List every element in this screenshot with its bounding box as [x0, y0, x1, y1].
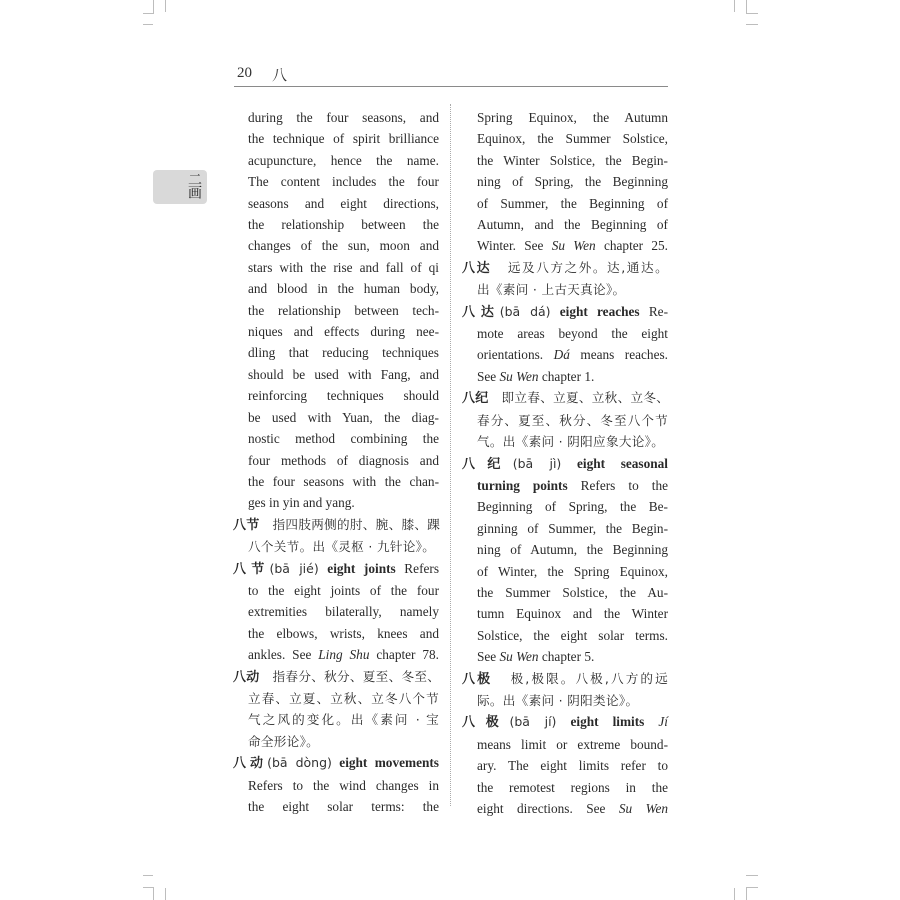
- crop-mark-bl-v2: [165, 888, 166, 900]
- pinyin: (bā jié): [269, 560, 319, 576]
- source-reference: Ling Shu: [318, 647, 370, 663]
- text-line: ning of Spring, the Beginning: [477, 174, 668, 190]
- definition-text: 气。出《素问 · 阴阳应象大论》。: [477, 434, 665, 450]
- dictionary-entry-zh: [233, 514, 439, 558]
- source-reference: Su Wen: [499, 368, 539, 384]
- dictionary-entry-en: [233, 558, 439, 666]
- pinyin: (bā jí): [509, 714, 557, 730]
- definition-text: Refers to the wind changes in: [248, 777, 439, 793]
- definition-text: tumn Equinox and the Winter: [477, 606, 668, 622]
- crop-mark-tl-v2: [165, 0, 166, 12]
- dictionary-entry-en: [462, 711, 668, 819]
- crop-mark-tr-h: [746, 13, 758, 14]
- definition-text: 即立春、立夏、立秋、立冬、: [501, 390, 670, 406]
- dictionary-entry-en: [462, 453, 668, 668]
- definition-text: [477, 798, 668, 819]
- entry-first-line: [462, 453, 668, 475]
- entry-first-line: [462, 387, 670, 409]
- headword: 八动: [233, 669, 260, 685]
- english-term: eight joints: [327, 560, 396, 576]
- source-reference: Su Wen: [499, 649, 539, 665]
- text: chapter 78.: [369, 647, 439, 663]
- text: See: [477, 649, 500, 665]
- entry-first-line: [233, 752, 439, 774]
- definition-text: Re-: [648, 303, 669, 319]
- definition-text: 春分、夏至、秋分、冬至八个节: [477, 412, 668, 428]
- text-line: and blood in the human body,: [248, 281, 439, 297]
- crop-mark-br-h: [746, 887, 758, 888]
- headword: 八纪: [462, 391, 489, 407]
- text-line: should be used with Fang, and: [248, 366, 439, 382]
- definition-text: ginning of Summer, the Begin-: [477, 520, 668, 536]
- definition-text: 际。出《素问 · 阴阳类论》。: [477, 692, 639, 708]
- crop-mark-bl-v: [153, 887, 154, 900]
- headword: 八达: [462, 260, 492, 276]
- column-divider: [450, 104, 451, 806]
- dictionary-entry-zh: [462, 668, 668, 712]
- section-character: 八: [272, 66, 288, 84]
- text: chapter 5.: [538, 649, 595, 665]
- text-line: the four seasons with the chan-: [248, 473, 439, 489]
- right-column: [462, 107, 668, 819]
- crop-mark-tl-h: [143, 13, 153, 14]
- english-term: eight seasonal: [576, 455, 668, 471]
- definition-text: the eight solar terms: the: [248, 799, 439, 814]
- stroke-count-thumb-tab: [153, 170, 207, 204]
- text-line: acupuncture, hence the name.: [248, 152, 439, 168]
- crop-mark-tl-h2: [143, 24, 153, 25]
- definition-text: [477, 646, 668, 667]
- definition-text: 气之风的变化。出《素问 · 宝: [248, 712, 439, 728]
- text-line: The content includes the four: [248, 174, 439, 190]
- entry-first-line: [233, 666, 441, 688]
- definition-text: 命全形论》。: [248, 733, 320, 749]
- definition-text: 指四肢两侧的肘、腕、膝、踝: [272, 516, 441, 532]
- definition-text: to the eight joints of the four: [248, 582, 439, 598]
- dictionary-entry-zh: [233, 666, 439, 753]
- crop-mark-tr-v2: [746, 0, 747, 14]
- source-reference: Su Wen: [618, 801, 668, 816]
- text-line: reinforcing techniques should: [248, 388, 439, 404]
- text: Winter. See: [477, 238, 552, 254]
- headword: 八达: [462, 304, 500, 320]
- pinyin-term: Dá: [553, 347, 570, 363]
- text-line: during the four seasons, and: [248, 110, 439, 125]
- definition-text: 远及八方之外。达,通达。: [507, 259, 669, 275]
- headword: 八节: [233, 561, 270, 577]
- text: Refers to the: [580, 477, 668, 493]
- text-line: [477, 235, 668, 256]
- text-line: the relationship between the: [248, 217, 439, 233]
- text-line: the relationship between tech-: [248, 302, 439, 318]
- headword: 八动: [233, 756, 268, 772]
- text: eight directions. See: [477, 801, 619, 816]
- headword: 八节: [233, 517, 260, 533]
- text: means reaches.: [569, 347, 668, 363]
- entry-first-line: [462, 711, 668, 733]
- definition-text: of Winter, the Spring Equinox,: [477, 563, 668, 579]
- text-line: Autumn, and the Beginning of: [477, 217, 668, 233]
- definition-text: 极,极限。八极,八方的远: [510, 670, 668, 686]
- pinyin: (bā jì): [512, 455, 562, 471]
- text-line: ges in yin and yang.: [248, 495, 355, 511]
- entry-first-line: [462, 301, 669, 323]
- text: chapter 1.: [538, 368, 595, 384]
- thumb-tab-label: 二画: [186, 172, 202, 198]
- definition-text: 指春分、秋分、夏至、冬至、: [272, 668, 441, 684]
- text-line: be used with Yuan, the diag-: [248, 409, 439, 425]
- crop-mark-bl-h2: [143, 875, 153, 876]
- dictionary-entry-zh: [462, 387, 668, 452]
- definition-text: [477, 366, 668, 387]
- dictionary-entry-en: [462, 301, 668, 388]
- definition-text: 出《素问 · 上古天真论》。: [477, 282, 626, 298]
- text: chapter 25.: [595, 238, 668, 254]
- headword: 八极: [462, 671, 493, 687]
- crop-mark-br-h2: [746, 875, 758, 876]
- definition-text: means limit or extreme bound-: [477, 736, 668, 752]
- text: ankles. See: [248, 647, 319, 663]
- text-line: nostic method combining the: [248, 431, 439, 447]
- continuation-text: [233, 107, 439, 514]
- text-line: niques and effects during nee-: [248, 324, 439, 340]
- pinyin: (bā dòng): [267, 755, 332, 771]
- text-line: changes of the sun, moon and: [248, 238, 439, 254]
- crop-mark-tl-v: [153, 0, 154, 14]
- text-line: stars with the rise and fall of qi: [248, 259, 439, 275]
- text-line: the technique of spirit brilliance: [248, 131, 439, 147]
- definition-text: Solstice, the eight solar terms.: [477, 627, 668, 643]
- pinyin: (bā dá): [499, 303, 551, 319]
- crop-mark-br-v2: [734, 888, 735, 900]
- text-line: of Summer, the Beginning of: [477, 195, 668, 211]
- definition-text: the elbows, wrists, knees and: [248, 625, 439, 641]
- english-term: eight movements: [339, 755, 439, 771]
- definition-text: Refers: [404, 560, 439, 576]
- left-column: [233, 107, 439, 817]
- text-line: seasons and eight directions,: [248, 195, 439, 211]
- definition-text: mote areas beyond the eight: [477, 326, 668, 342]
- crop-mark-bl-h: [143, 887, 153, 888]
- text: orientations.: [477, 347, 554, 363]
- definition-text: 立春、立夏、立秋、立冬八个节: [248, 690, 439, 706]
- dictionary-entry-zh: [462, 257, 668, 301]
- entry-first-line: [462, 257, 669, 279]
- definition-text: extremities bilaterally, namely: [248, 604, 439, 620]
- definition-text: the remotest regions in the: [477, 779, 668, 795]
- text-line: four methods of diagnosis and: [248, 452, 439, 468]
- text: See: [477, 368, 500, 384]
- crop-mark-tr-v: [734, 0, 735, 12]
- definition-text: [477, 344, 668, 365]
- definition-text: ary. The eight limits refer to: [477, 758, 668, 774]
- pinyin-term: Jí: [658, 714, 668, 730]
- page-number: 20: [237, 65, 252, 81]
- english-term-cont: turning points: [477, 477, 568, 493]
- entry-first-line: [233, 558, 439, 580]
- crop-mark-tr-h2: [746, 24, 758, 25]
- definition-text: 八个关节。出《灵枢 · 九针论》。: [248, 539, 436, 555]
- definition-text: [248, 644, 439, 665]
- english-term: eight limits: [570, 714, 645, 730]
- entry-first-line: [233, 514, 441, 536]
- text-line: dling that reducing techniques: [248, 345, 439, 361]
- definition-text: Beginning of Spring, the Be-: [477, 499, 668, 515]
- continuation-text: [462, 107, 668, 257]
- definition-text: ning of Autumn, the Beginning: [477, 542, 668, 558]
- text-line: Spring Equinox, the Autumn: [477, 110, 668, 125]
- headword: 八极: [462, 715, 510, 731]
- source-reference: Su Wen: [551, 238, 596, 254]
- entry-first-line: [462, 668, 668, 690]
- dictionary-entry-en: [233, 752, 439, 817]
- english-term: eight reaches: [559, 303, 640, 319]
- page-header: [234, 62, 668, 87]
- crop-mark-br-v: [746, 887, 747, 900]
- definition-text: the Summer Solstice, the Au-: [477, 584, 668, 600]
- definition-text: [477, 475, 668, 496]
- text-line: Equinox, the Summer Solstice,: [477, 131, 668, 147]
- headword: 八纪: [462, 456, 513, 472]
- text-line: the Winter Solstice, the Begin-: [477, 152, 668, 168]
